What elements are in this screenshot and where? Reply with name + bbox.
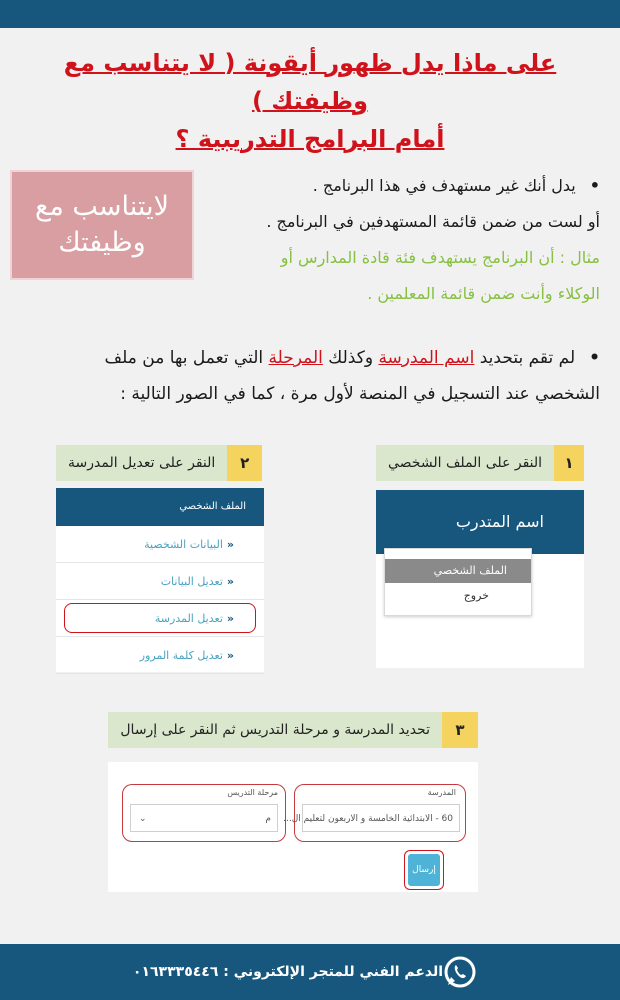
sidebar-item-label: تعديل كلمة المرور	[139, 649, 223, 662]
sidebar-item-label: تعديل المدرسة	[154, 612, 223, 625]
stage-label: مرحلة التدريس	[227, 788, 278, 797]
bullet-one-line-2: أو لست من ضمن قائمة المستهدفين في البرنامج .	[266, 212, 600, 231]
double-chevron-icon: «	[226, 575, 234, 588]
example-line-2: الوكلاء وأنت ضمن قائمة المعلمين .	[367, 284, 600, 303]
school-select[interactable]	[283, 804, 460, 832]
step-2-number: ٢	[227, 445, 262, 481]
bullet-two-part-2: وكذلك	[322, 348, 379, 368]
school-label: المدرسة	[427, 788, 456, 797]
bullet-dot-icon: •	[589, 176, 600, 195]
title-line-1: على ماذا يدل ظهور أيقونة ( لا يتناسب مع وظيفتك )	[63, 49, 557, 115]
highlight-frame	[64, 603, 256, 633]
profile-header	[376, 490, 584, 554]
title-line-2: أمام البرامج التدريبية ؟	[175, 125, 445, 153]
sidebar-item-edit-school[interactable]	[56, 600, 264, 637]
profile-sidebar-screenshot	[56, 488, 264, 672]
example-line-1: مثال : أن البرنامج يستهدف فئة قادة المدارس أو	[280, 248, 600, 267]
step-3-label: تحديد المدرسة و مرحلة التدريس ثم النقر على إرسال	[120, 722, 430, 738]
sidebar-header: الملف الشخصي	[56, 488, 264, 526]
double-chevron-icon: «	[226, 649, 234, 662]
chevron-down-icon: ⌄	[139, 814, 147, 824]
step-3-number: ٣	[442, 712, 478, 748]
bullet-two	[25, 340, 600, 412]
bullet-two-line-2: الشخصي عند التسجيل في المنصة لأول مرة ، كما في الصور التالية :	[120, 384, 600, 404]
trainee-name: اسم المتدرب	[455, 512, 544, 531]
support-text: الدعم الفني للمتجر الإلكتروني : ٠١٦٣٣٣٥٤٤٦	[132, 964, 444, 980]
send-button-frame	[404, 850, 444, 890]
bullet-one-line-1: يدل أنك غير مستهدف في هذا البرنامج .	[312, 176, 576, 195]
double-chevron-icon: «	[226, 538, 234, 551]
step-2-bar	[56, 445, 262, 481]
step-1-bar	[376, 445, 584, 481]
sidebar-item-edit-password[interactable]	[56, 637, 264, 674]
step-1-label: النقر على الملف الشخصي	[388, 455, 543, 471]
step-2-label: النقر على تعديل المدرسة	[68, 455, 216, 471]
not-suitable-badge	[10, 170, 194, 280]
school-select-value: 60 - الابتدائية الخامسة و الاربعون لتعليم ال...	[283, 814, 453, 824]
bullet-two-part-1: لم تقم بتحديد	[474, 348, 576, 368]
double-chevron-icon: «	[226, 612, 234, 625]
school-form-screenshot	[108, 762, 478, 892]
bullet-two-part-3: التي تعمل بها من ملف	[104, 348, 269, 368]
badge-text: لايتناسب مع وظيفتك	[35, 191, 169, 258]
profile-dropdown	[384, 548, 532, 616]
sidebar-item-label: البيانات الشخصية	[144, 538, 223, 551]
profile-menu-screenshot	[376, 490, 584, 668]
step-3-bar	[108, 712, 478, 748]
stage-select[interactable]	[130, 804, 278, 832]
sidebar-item-label: تعديل البيانات	[160, 575, 223, 588]
sidebar-item-personal-data[interactable]	[56, 526, 264, 563]
page-title	[20, 44, 600, 158]
send-button[interactable]: إرسال	[408, 854, 440, 886]
whatsapp-icon	[443, 955, 477, 989]
stage-select-value: م	[265, 814, 271, 824]
bullet-one	[200, 168, 600, 312]
menu-item-logout[interactable]: خروج	[463, 589, 489, 602]
bullet-dot-icon: •	[589, 348, 600, 368]
school-name-highlight: اسم المدرسة	[378, 348, 475, 368]
stage-highlight: المرحلة	[268, 348, 323, 368]
support-footer	[0, 944, 620, 1000]
step-1-number: ١	[554, 445, 584, 481]
menu-item-profile[interactable]: الملف الشخصي	[385, 559, 531, 583]
top-bar	[0, 0, 620, 28]
sidebar-item-edit-data[interactable]	[56, 563, 264, 600]
